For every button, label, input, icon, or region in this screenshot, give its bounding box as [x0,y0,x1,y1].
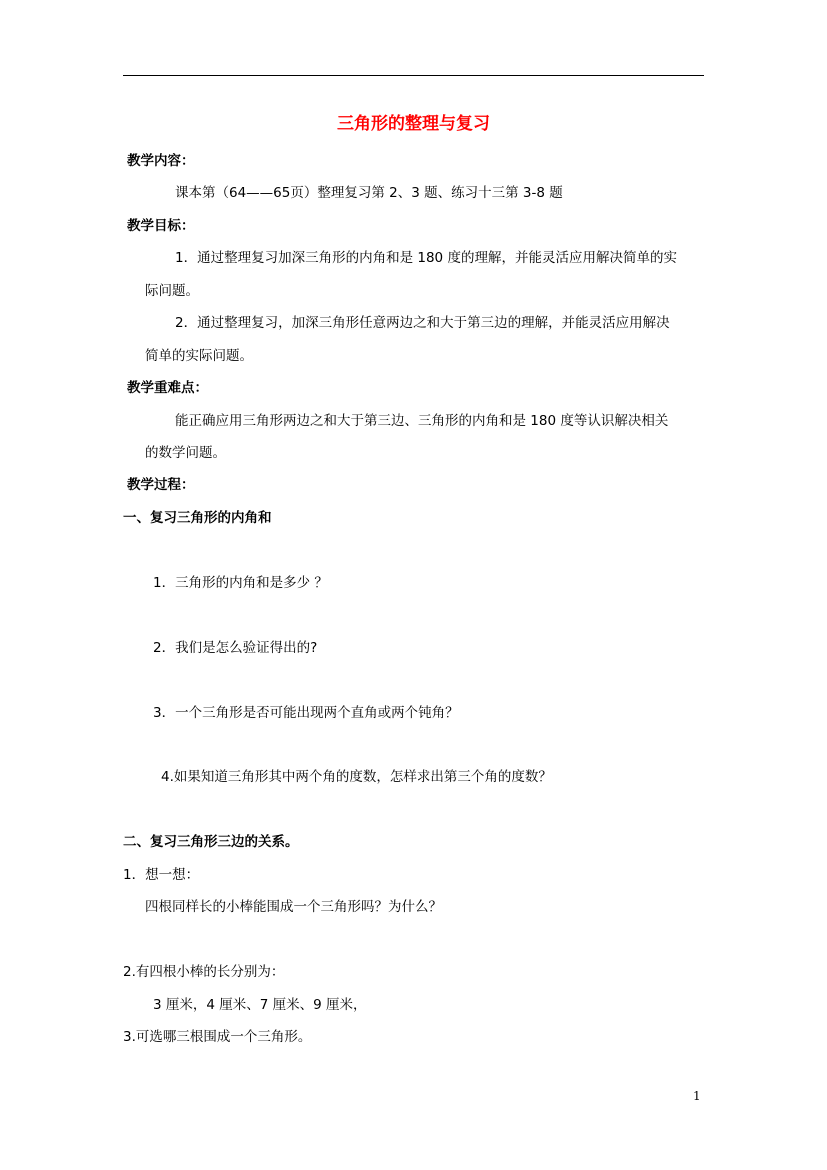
section-heading-process: 教学过程： [127,477,195,493]
paragraph-line: 四根同样长的小棒能围成一个三角形吗？为什么？ [145,899,442,915]
section-heading-content: 教学内容： [127,153,195,169]
paragraph-line: 课本第（64——65页）整理复习第 2、3 题、练习十三第 3-8 题 [175,185,563,201]
section-heading-goals: 教学目标： [127,218,195,234]
header-rule [123,75,704,76]
document-title: 三角形的整理与复习 [337,114,490,134]
question-line: 2．我们是怎么验证得出的? [153,640,318,656]
paragraph-line: 1．通过整理复习加深三角形的内角和是 180 度的理解，并能灵活应用解决简单的实 [175,250,677,266]
paragraph-line: 能正确应用三角形两边之和大于第三边、三角形的内角和是 180 度等认识解决相关 [175,413,669,429]
section-heading-three-sides: 二、复习三角形三边的关系。 [123,834,299,850]
section-heading-angle-sum: 一、复习三角形的内角和 [123,510,272,526]
paragraph-line: 际问题。 [145,283,199,299]
paragraph-line: 3.可选哪三根围成一个三角形。 [123,1029,312,1045]
paragraph-line: 2.有四根小棒的长分别为： [123,964,285,980]
paragraph-line: 1．想一想： [123,867,200,883]
question-line: 1．三角形的内角和是多少 ？ [153,575,328,591]
page-number: 1 [693,1089,701,1103]
paragraph-line: 3 厘米，4 厘米、7 厘米、9 厘米， [153,997,367,1013]
question-line: 4.如果知道三角形其中两个角的度数，怎样求出第三个角的度数？ [161,769,552,785]
paragraph-line: 2．通过整理复习，加深三角形任意两边之和大于第三边的理解，并能灵活应用解决 [175,315,670,331]
section-heading-difficulty: 教学重难点： [127,380,208,396]
paragraph-line: 的数学问题。 [145,445,226,461]
paragraph-line: 简单的实际问题。 [145,348,253,364]
question-line: 3．一个三角形是否可能出现两个直角或两个钝角？ [153,705,459,721]
